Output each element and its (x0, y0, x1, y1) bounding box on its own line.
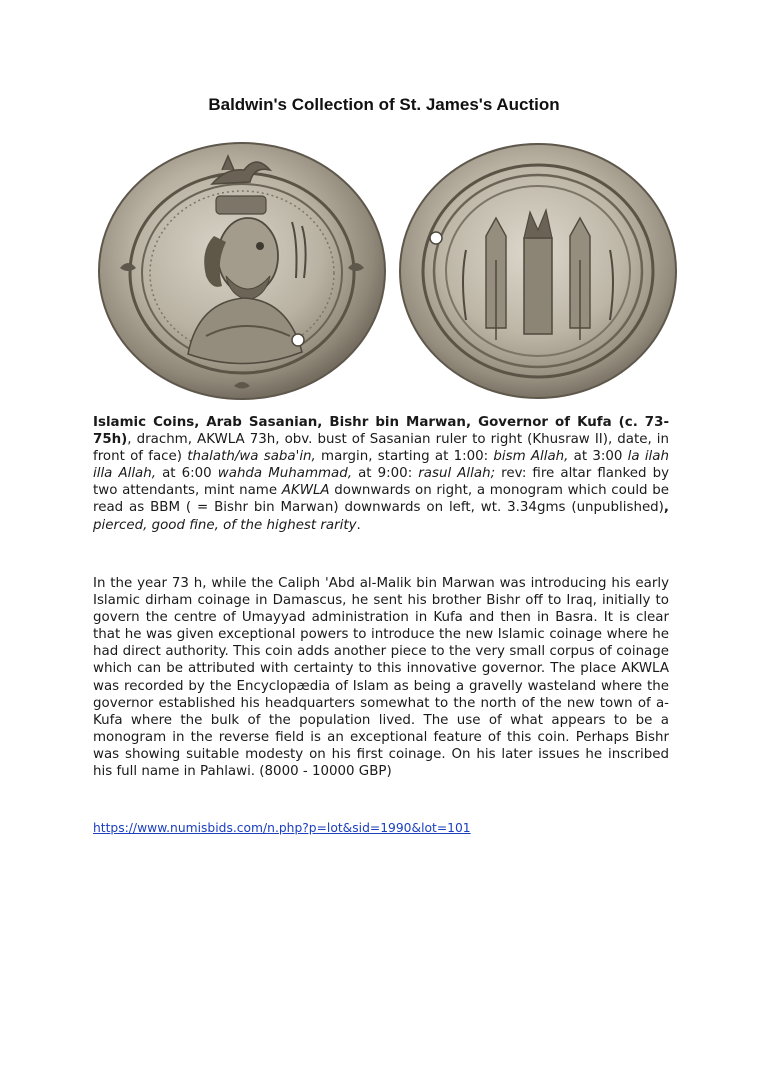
reverse-pierced-hole (430, 232, 442, 244)
lot-text-3: at 3:00 (568, 449, 628, 465)
lot-italic-date: thalath/wa saba'in, (187, 449, 316, 465)
coin-images (96, 140, 681, 402)
lot-italic-bism: bism Allah, (493, 449, 569, 465)
reverse-fire-altar (524, 238, 552, 334)
reverse-coin-image (396, 140, 681, 402)
lot-text-7: downwards on right, a monogram which could be read as BBM ( = Bishr bin Marwan) downwards on left, wt. 3.34gms (unpublished) (93, 483, 669, 516)
lot-text-2: margin, starting at 1:00: (315, 449, 494, 465)
lot-italic-mint: AKWLA (281, 483, 330, 499)
lot-comma: , (663, 500, 669, 516)
lot-text-6: rev: fire altar flanked by two attendants, mint name (93, 466, 669, 499)
lot-italic-grade: pierced, good fine, of the highest rarity (93, 517, 357, 533)
lot-end: . (356, 517, 361, 533)
obverse-pierced-hole (292, 334, 304, 346)
lot-italic-rasul: rasul Allah; (418, 466, 496, 482)
lot-text-4: at 6:00 (156, 466, 218, 482)
historical-description: In the year 73 h, while the Caliph 'Abd al-Malik bin Marwan was introducing his early Islamic dirham coinage in Damascus, he sent his brother Bishr off to Iraq, initially to govern the centre of Umayyad administration in Kufa and then in Basra. It is clear that he was given exceptional powers to introduce the new Islamic coinage where he had direct authority. This coin adds another piece to the very small corpus of coinage which can be attributed with certainty to this innovative governor. The place AKWLA was recorded by the Encyclopædia of Islam as being a gravelly wasteland where the governor established his headquarters somewhat to the north of the new town of a-Kufa where the bulk of the population lived. The use of what appears to be a monogram in the reverse field is an exceptional feature of this coin. Perhaps Bishr was showing suitable modesty on his first coinage. On his later issues he inscribed his full name in Pahlawi. (8000 - 10000 GBP) (93, 576, 669, 780)
lot-description (93, 414, 669, 534)
obverse-crown-band (216, 196, 266, 214)
lot-italic-wahda: wahda Muhammad, (217, 466, 352, 482)
lot-text-1: , drachm, AKWLA 73h, obv. bust of Sasanian ruler to right (Khusraw II), date, in front of face) (93, 432, 669, 465)
obverse-ruler-eye (256, 242, 264, 250)
lot-heading: Islamic Coins, Arab Sasanian, Bishr bin Marwan, Governor of Kufa (c. 73-75h) (93, 415, 669, 448)
source-link[interactable]: https://www.numisbids.com/n.php?p=lot&sid=1990&lot=101 (93, 821, 471, 835)
obverse-coin-image (96, 140, 388, 402)
obverse-ruler-head (218, 218, 278, 294)
lot-italic-la-ilah: la ilah illa Allah, (93, 449, 669, 482)
page-title: Baldwin's Collection of St. James's Auction (208, 95, 560, 114)
lot-text-5: at 9:00: (352, 466, 419, 482)
